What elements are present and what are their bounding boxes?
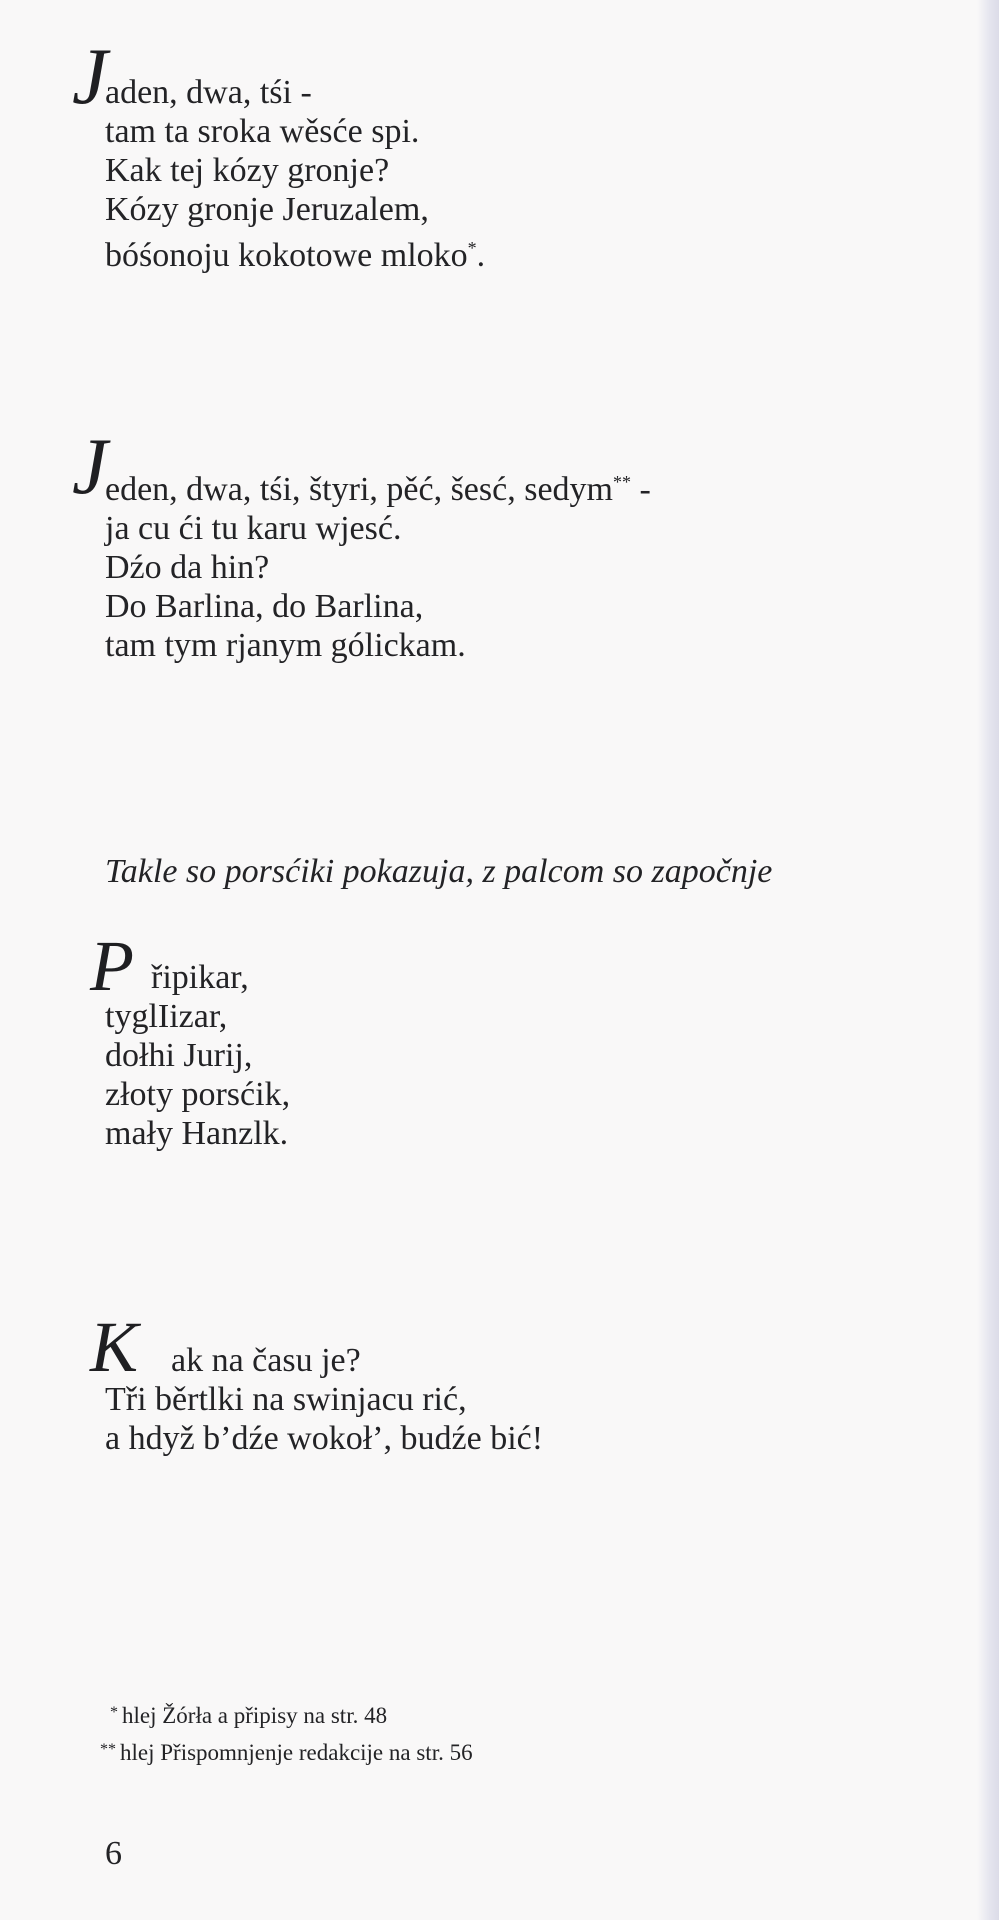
verse-3 bbox=[90, 926, 291, 1153]
drop-initial: K bbox=[90, 1307, 139, 1387]
verse-3-line-5: mały Hanzlk. bbox=[105, 1115, 289, 1152]
page-number: 6 bbox=[105, 1835, 122, 1872]
verse-4-line-1: K ak na času je? bbox=[90, 1307, 361, 1387]
verse-1 bbox=[72, 33, 486, 275]
verse-1-line-2: tam ta sroka wěsće spi. bbox=[105, 113, 420, 150]
verse-2-line-2: ja cu ći tu karu wjesć. bbox=[105, 510, 402, 547]
drop-initial: P bbox=[90, 926, 134, 1006]
footnote-mark: * bbox=[467, 238, 477, 258]
verse-4-line-3: a hdyž b’dźe wokoł’, budźe bić! bbox=[105, 1420, 544, 1457]
verse-2-line-1: J eden, dwa, tśi, štyri, pěć, šesć, sedym** - bbox=[72, 423, 651, 511]
verse-1-line-5: bóśonoju kokotowe mloko*. bbox=[105, 237, 486, 274]
verse-2-line-3: Dźo da hin? bbox=[105, 549, 270, 586]
verse-3-heading: Takle so porsćiki pokazuja, z palcom so započnje bbox=[105, 853, 773, 890]
footnote-2: ** hlej Přispomnjenje redakcije na str. 56 bbox=[100, 1740, 473, 1765]
verse-3-line-2: tyglIizar, bbox=[105, 998, 228, 1035]
verse-1-line-1: J aden, dwa, tśi - bbox=[72, 33, 312, 121]
verse-3-line-4: złoty porsćik, bbox=[105, 1076, 291, 1113]
verse-2-line-5: tam tym rjanym gólickam. bbox=[105, 627, 466, 664]
verse-3-line-3: dołhi Jurij, bbox=[105, 1037, 253, 1074]
footnote-mark: ** bbox=[613, 472, 631, 492]
drop-initial: J bbox=[72, 423, 108, 511]
footnotes bbox=[100, 1696, 473, 1770]
verse-1-line-4: Kózy gronje Jeruzalem, bbox=[105, 191, 429, 228]
drop-initial: J bbox=[72, 33, 108, 121]
verse-2 bbox=[72, 423, 651, 665]
verse-2-line-4: Do Barlina, do Barlina, bbox=[105, 588, 424, 625]
verse-3-line-1: P řipikar, bbox=[90, 926, 249, 1006]
footnote-1: * hlej Žórła a připisy na str. 48 bbox=[110, 1703, 388, 1728]
page-edge-shadow bbox=[977, 0, 999, 1920]
verse-1-line-3: Kak tej kózy gronje? bbox=[105, 152, 390, 189]
verse-4-line-2: Tři běrtlki na swinjacu rić, bbox=[105, 1381, 467, 1418]
verse-4 bbox=[90, 1307, 544, 1458]
